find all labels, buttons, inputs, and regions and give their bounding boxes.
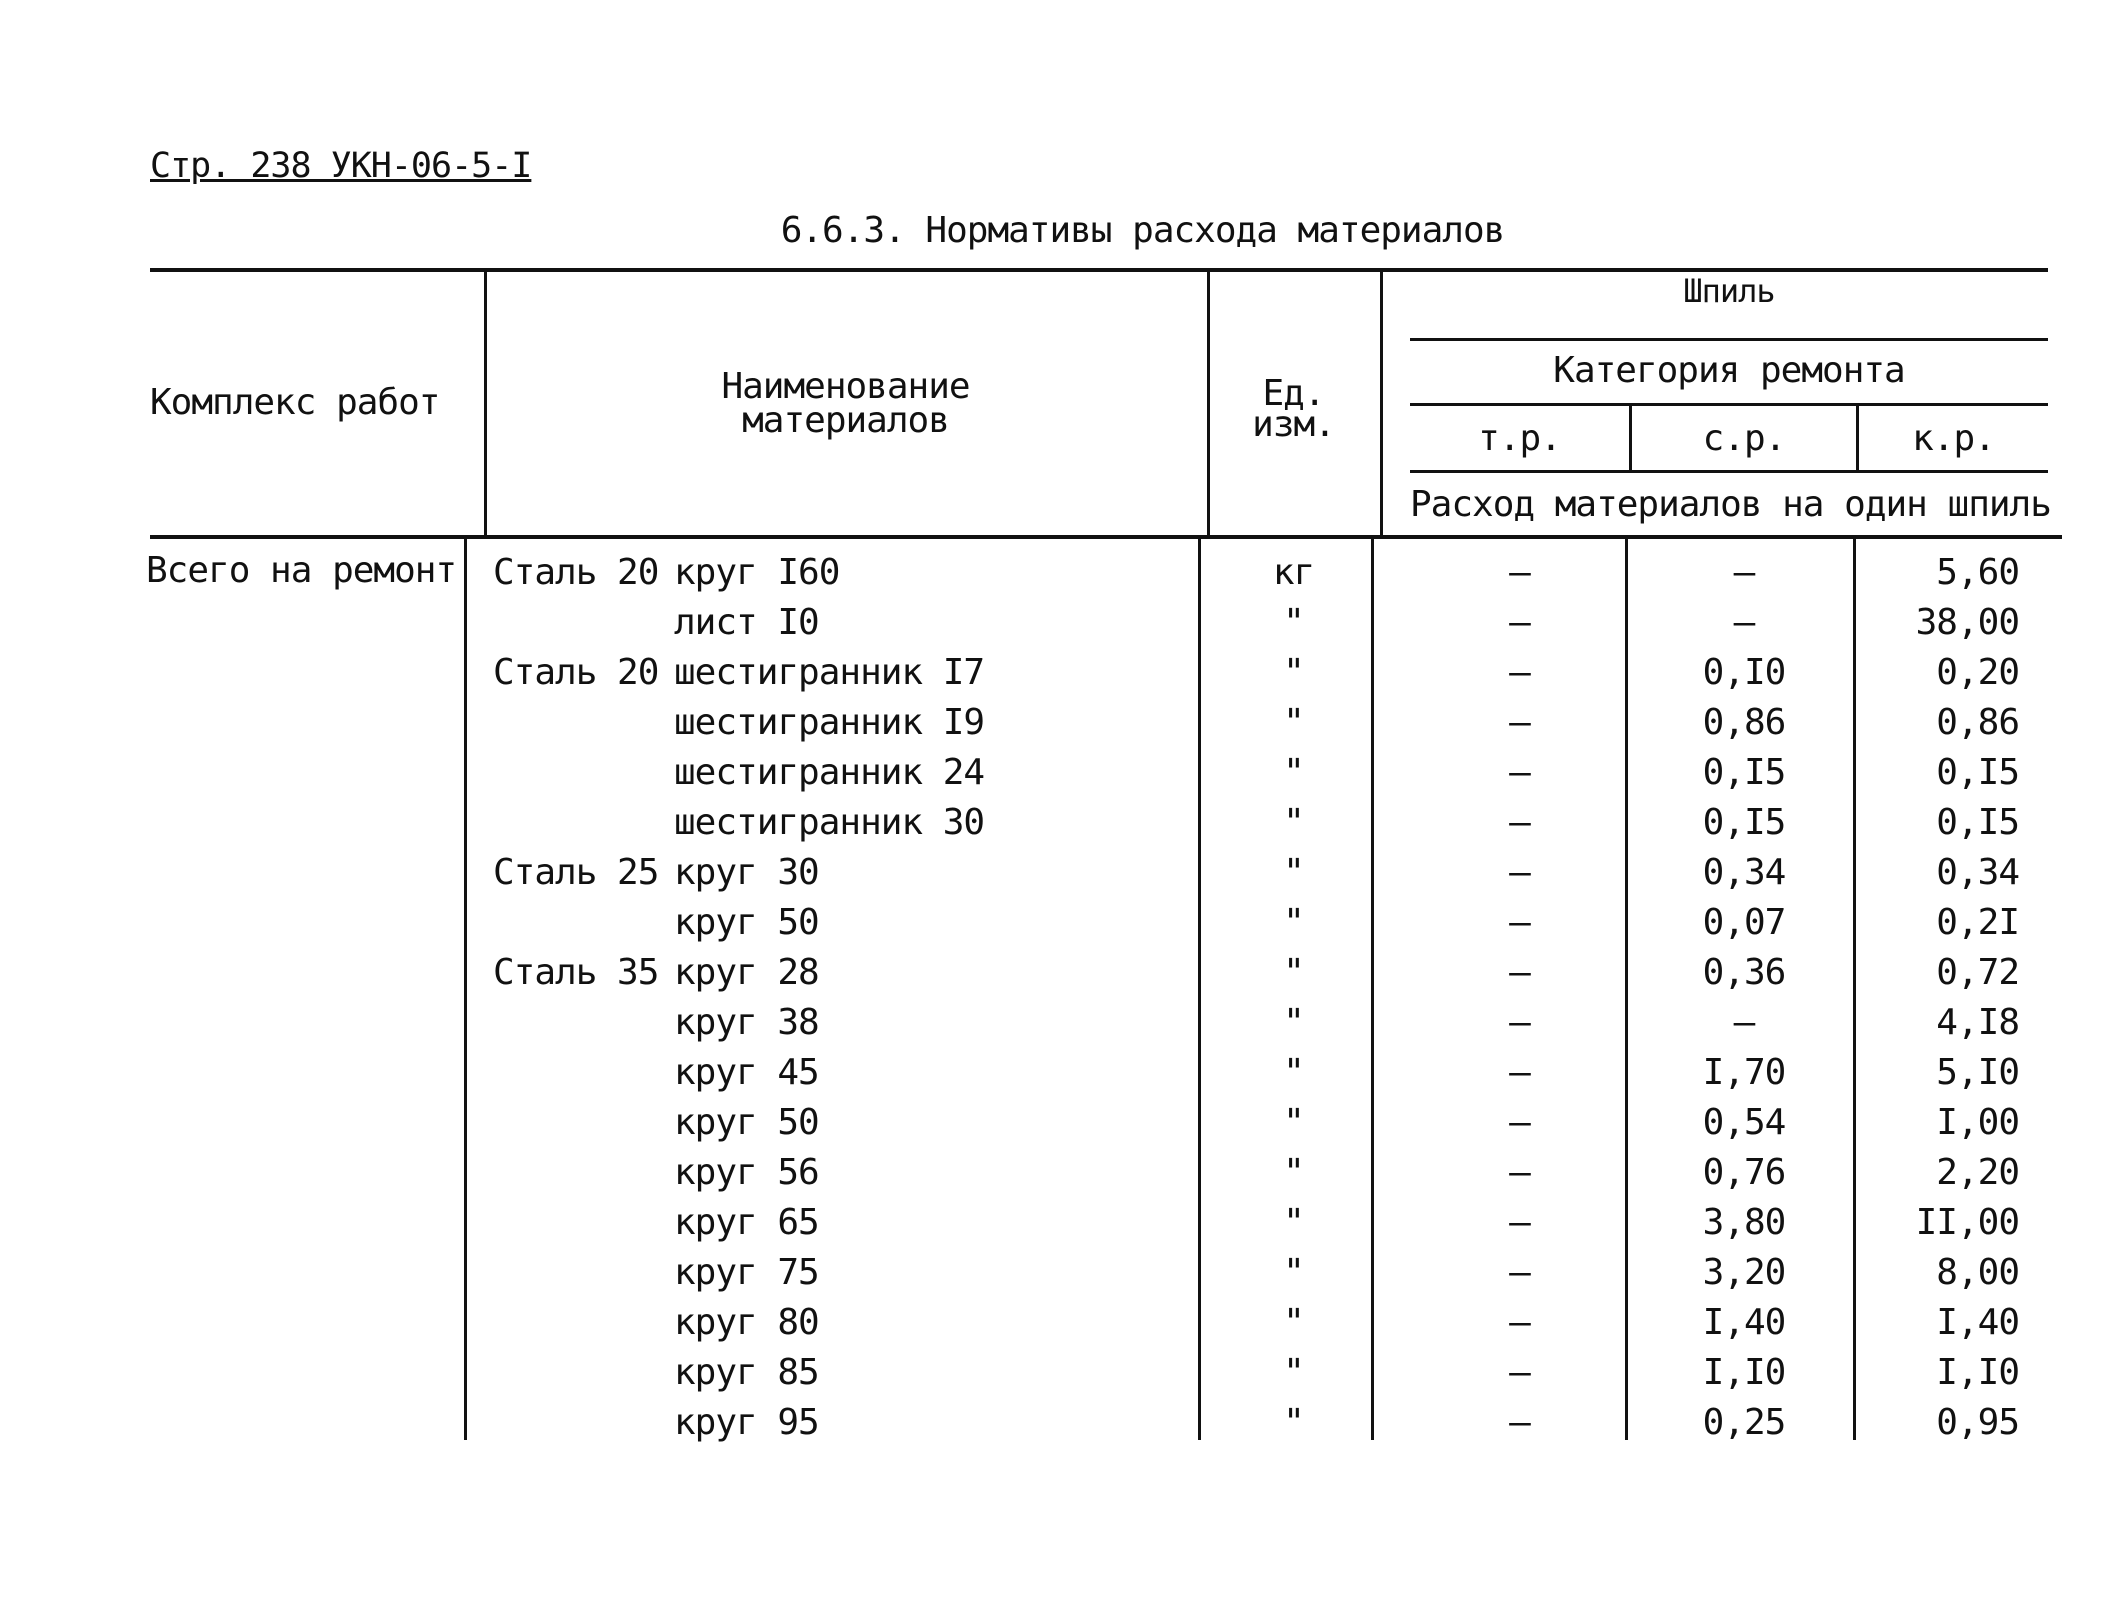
tr-value: – [1509,1152,1530,1193]
unit-value: " [1283,802,1304,843]
tr-value: – [1509,1102,1530,1143]
sr-value: I,I0 [1702,1352,1786,1393]
sr-value: – [1733,552,1755,593]
material-item: шестигранник I7 [674,652,985,693]
tr-value: – [1509,802,1530,843]
kr-value: 0,I5 [1936,752,2019,793]
tr-value: – [1509,1302,1530,1343]
tr-value: – [1509,1252,1530,1293]
kr-value: I,40 [1936,1302,2019,1343]
material-grade: Сталь 20 [493,652,659,693]
kr-value: 0,I5 [1936,802,2019,843]
header-consumption: Расход материалов на один шпиль [1410,484,2051,525]
material-item: лист I0 [674,602,819,643]
unit-value: " [1283,1302,1304,1343]
sr-value: – [1733,602,1755,643]
material-item: круг 56 [674,1152,819,1193]
material-item: круг 30 [674,852,819,893]
sr-value: I,70 [1702,1052,1786,1093]
material-grade: Сталь 20 [493,552,659,593]
unit-value: " [1283,1202,1304,1243]
header-object: Шпиль [1683,272,1775,310]
material-item: круг 80 [674,1302,819,1343]
tr-value: – [1509,902,1530,943]
document-title: 6.6.3. Нормативы расхода материалов [780,210,1505,251]
object-rule [1410,338,2048,341]
header-unit-line2: изм. [1252,404,1335,445]
header-name-line1: Наименование [721,366,970,407]
header-kr: к.р. [1912,418,1995,459]
material-item: круг 38 [674,1002,819,1043]
material-item: круг I60 [674,552,840,593]
sr-value: 0,I5 [1702,802,1786,843]
material-item: круг 95 [674,1402,819,1443]
subcolumn-rule [1410,470,2048,473]
tr-value: – [1509,1352,1530,1393]
kr-value: 0,34 [1936,852,2019,893]
unit-value: " [1283,1252,1304,1293]
unit-value: " [1283,1002,1304,1043]
tr-value: – [1509,1402,1530,1443]
material-item: круг 65 [674,1202,819,1243]
sr-value: 3,80 [1702,1202,1786,1243]
kr-value: I,00 [1936,1102,2019,1143]
header-name-line2: материалов [742,400,949,441]
sr-value: 0,76 [1702,1152,1786,1193]
header-bottom-rule [150,535,2062,539]
tr-value: – [1509,952,1530,993]
material-grade: Сталь 35 [493,952,659,993]
material-item: круг 50 [674,902,819,943]
kr-value: I,I0 [1936,1352,2019,1393]
kr-value: 0,86 [1936,702,2019,743]
material-grade: Сталь 25 [493,852,659,893]
tr-value: – [1509,652,1530,693]
unit-value: " [1283,852,1304,893]
kr-value: 4,I8 [1936,1002,2019,1043]
sr-value: – [1733,1002,1755,1043]
sr-value: 0,I5 [1702,752,1786,793]
complex-value: Всего на ремонт [146,550,457,591]
header-tr: т.р. [1478,418,1561,459]
category-rule [1410,403,2048,406]
material-item: круг 28 [674,952,819,993]
material-item: круг 45 [674,1052,819,1093]
sr-value: 0,86 [1702,702,1786,743]
tr-value: – [1509,602,1530,643]
material-item: круг 75 [674,1252,819,1293]
kr-value: 0,95 [1936,1402,2019,1443]
tr-value: – [1509,852,1530,893]
unit-value: " [1283,702,1304,743]
body-divider-complex [464,539,467,1440]
sr-value: I,40 [1702,1302,1786,1343]
kr-value: 0,2I [1936,902,2019,943]
kr-value: 5,60 [1936,552,2019,593]
unit-value: " [1283,752,1304,793]
kr-value: 0,20 [1936,652,2019,693]
unit-value: " [1283,602,1304,643]
unit-value: " [1283,1052,1304,1093]
unit-value: " [1283,952,1304,993]
material-item: круг 85 [674,1352,819,1393]
kr-value: 8,00 [1936,1252,2019,1293]
divider-unit [1380,272,1383,535]
unit-value: " [1283,1352,1304,1393]
tr-value: – [1509,752,1530,793]
material-item: круг 50 [674,1102,819,1143]
tr-value: – [1509,1202,1530,1243]
body-divider-name [1198,539,1201,1440]
tr-value: – [1509,1002,1530,1043]
kr-value: 5,I0 [1936,1052,2019,1093]
page-reference: Стр. 238 УКН-06-5-I [150,146,532,186]
header-complex: Комплекс работ [150,382,440,423]
kr-value: 38,00 [1915,602,2019,643]
unit-value: " [1283,1102,1304,1143]
material-item: шестигранник 30 [674,802,985,843]
material-item: шестигранник 24 [674,752,985,793]
kr-value: 0,72 [1936,952,2019,993]
tr-value: – [1509,702,1530,743]
kr-value: II,00 [1915,1202,2019,1243]
sr-value: 0,I0 [1702,652,1786,693]
sr-value: 0,36 [1702,952,1786,993]
sr-value: 3,20 [1702,1252,1786,1293]
header-unit-line1: Ед. [1262,373,1325,414]
unit-value: " [1283,1402,1304,1443]
sr-value: 0,54 [1702,1102,1786,1143]
kr-value: 2,20 [1936,1152,2019,1193]
unit-value: кг [1272,552,1315,593]
tr-value: – [1509,552,1530,593]
unit-value: " [1283,902,1304,943]
sr-value: 0,34 [1702,852,1786,893]
unit-value: " [1283,652,1304,693]
header-category: Категория ремонта [1553,350,1905,391]
sr-value: 0,07 [1702,902,1786,943]
unit-value: " [1283,1152,1304,1193]
header-sr: с.р. [1702,418,1786,459]
material-item: шестигранник I9 [674,702,985,743]
sr-value: 0,25 [1702,1402,1786,1443]
tr-value: – [1509,1052,1530,1093]
